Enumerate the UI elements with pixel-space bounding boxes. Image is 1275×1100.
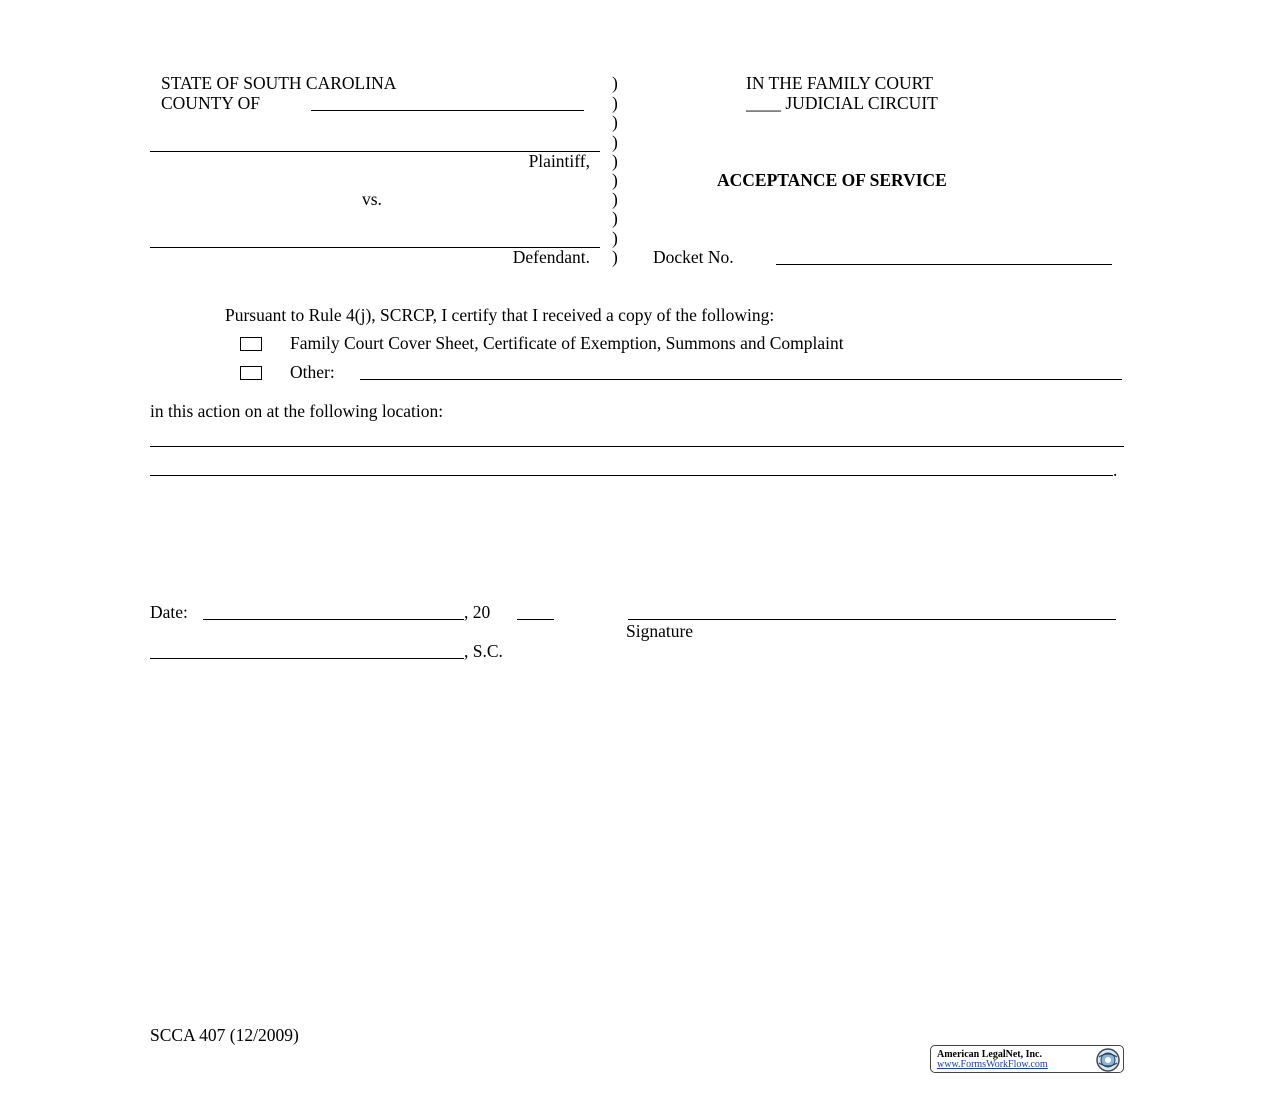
plaintiff-label: Plaintiff,	[528, 151, 590, 171]
caption-divider: )	[612, 132, 618, 152]
county-label: COUNTY OF	[161, 93, 261, 113]
court-heading: IN THE FAMILY COURT	[746, 73, 933, 93]
signature-label: Signature	[626, 621, 694, 641]
docket-number-blank[interactable]	[776, 264, 1112, 265]
other-description-blank[interactable]	[360, 379, 1122, 380]
date-label: Date:	[150, 602, 188, 622]
publisher-badge[interactable]	[930, 1045, 1124, 1073]
publisher-link[interactable]: www.FormsWorkFlow.com	[937, 1059, 1048, 1070]
cover-sheet-checkbox[interactable]	[240, 337, 262, 351]
date-blank[interactable]	[203, 619, 464, 620]
signature-blank[interactable]	[628, 619, 1116, 620]
county-blank[interactable]	[311, 110, 584, 111]
versus-label: vs.	[362, 189, 382, 209]
other-checkbox[interactable]	[240, 366, 262, 380]
circuit-heading: ____ JUDICIAL CIRCUIT	[746, 93, 938, 113]
publisher-name: American LegalNet, Inc.	[937, 1049, 1042, 1060]
year-blank[interactable]	[517, 619, 554, 620]
caption-divider: )	[612, 189, 618, 209]
caption-divider: )	[612, 208, 618, 228]
caption-divider: )	[612, 93, 618, 113]
caption-divider: )	[612, 170, 618, 190]
other-option-label: Other:	[290, 362, 335, 382]
caption-divider: )	[612, 151, 618, 171]
caption-divider: )	[612, 112, 618, 132]
location-statement: in this action on at the following location:	[150, 401, 444, 421]
state-heading: STATE OF SOUTH CAROLINA	[161, 73, 397, 93]
year-prefix: , 20	[464, 602, 491, 622]
defendant-label: Defendant.	[512, 247, 590, 267]
city-blank[interactable]	[150, 658, 464, 659]
caption-divider: )	[612, 247, 618, 267]
globe-logo-icon	[1095, 1047, 1121, 1073]
location-blank-line-2[interactable]	[150, 475, 1113, 476]
caption-divider: )	[612, 73, 618, 93]
form-id: SCCA 407 (12/2009)	[150, 1025, 299, 1045]
caption-divider: )	[612, 228, 618, 248]
certification-statement: Pursuant to Rule 4(j), SCRCP, I certify that I received a copy of the following:	[225, 305, 775, 325]
form-title: ACCEPTANCE OF SERVICE	[717, 170, 947, 190]
location-period: .	[1113, 460, 1118, 480]
state-suffix: , S.C.	[464, 641, 503, 661]
cover-sheet-option-label: Family Court Cover Sheet, Certificate of Exemption, Summons and Complaint	[290, 333, 844, 353]
docket-label: Docket No.	[653, 247, 734, 267]
location-blank-line-1[interactable]	[150, 446, 1124, 447]
